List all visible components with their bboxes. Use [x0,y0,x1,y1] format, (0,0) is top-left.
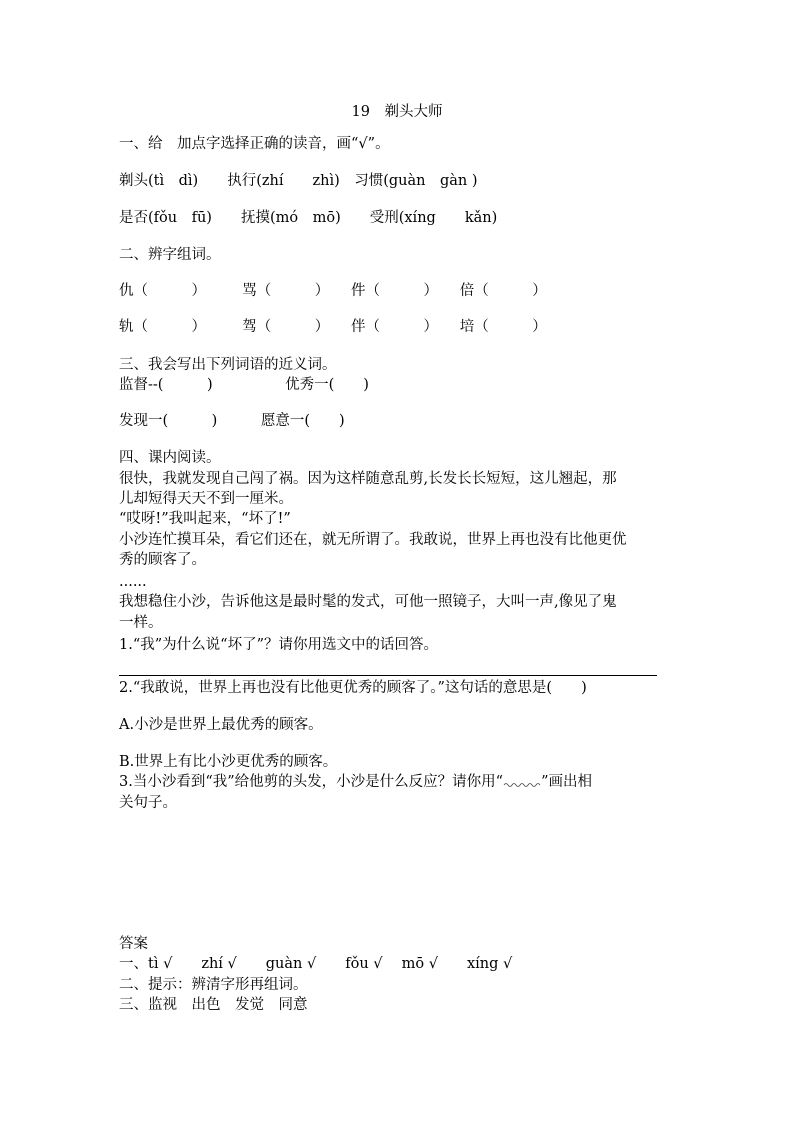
synonym-row-1: 监督--( ) 优秀一( ) [119,377,369,393]
passage-line: 儿却短得天天不到一厘米。 [119,491,293,507]
passage-line: 秀的顾客了。 [119,552,206,568]
question-3 [119,773,592,791]
answer-line [119,675,657,676]
synonym-row-2: 发现一( ) 愿意一( ) [119,413,345,429]
passage-line: 一样。 [119,615,163,631]
question-3-text-end: ”画出相 [541,774,592,790]
wavy-underline-icon [503,778,541,788]
passage-line: 很快，我就发现自己闯了祸。因为这样随意乱剪,长发长长短短，这儿翘起，那 [119,471,617,487]
section1-heading: 一、给 加点字选择正确的读音，画“√”。 [119,136,390,152]
answer-1: 一、tì √ zhí √ guàn √ fǒu √ mō √ xíng √ [119,956,513,972]
option-b: B.世界上有比小沙更优秀的顾客。 [119,754,338,770]
pinyin-row-2: 是否(fǒu fū) 抚摸(mó mō) 受刑(xíng kǎn) [119,210,498,226]
passage-line: 小沙连忙摸耳朵，看它们还在，就无所谓了。我敢说，世界上再也没有比他更优 [119,532,627,548]
section3-heading: 三、我会写出下列词语的近义词。 [119,357,337,373]
pinyin-row-1: 剃头(tì dì) 执行(zhí zhì) 习惯(guàn gàn ) [119,173,478,189]
section4-heading: 四、课内阅读。 [119,450,221,466]
option-a: A.小沙是世界上最优秀的顾客。 [119,717,323,733]
answers-heading: 答案 [119,936,148,952]
char-row-2: 轨（ ） 驾（ ） 伴（ ） 培（ ） [119,319,547,335]
page-title: 19 剃头大师 [351,104,443,120]
passage-line: “哎呀!”我叫起来，“坏了!” [119,511,291,527]
answer-2: 二、提示：辨清字形再组词。 [119,977,308,993]
question-3-cont: 关句子。 [119,795,177,811]
char-row-1: 仇（ ） 骂（ ） 件（ ） 倍（ ） [119,283,547,299]
section2-heading: 二、辨字组词。 [119,247,221,263]
ellipsis: ...... [119,574,147,590]
question-2: 2.“我敢说，世界上再也没有比他更优秀的顾客了。”这句话的意思是( ) [119,680,587,696]
question-1: 1.“我”为什么说“坏了”？请你用选文中的话回答。 [119,637,438,653]
answer-3: 三、监视 出色 发觉 同意 [119,997,308,1013]
question-3-text: 3.当小沙看到“我”给他剪的头发，小沙是什么反应？请你用“ [119,774,504,790]
passage-line: 我想稳住小沙，告诉他这是最时髦的发式，可他一照镜子，大叫一声,像见了鬼 [119,594,617,610]
